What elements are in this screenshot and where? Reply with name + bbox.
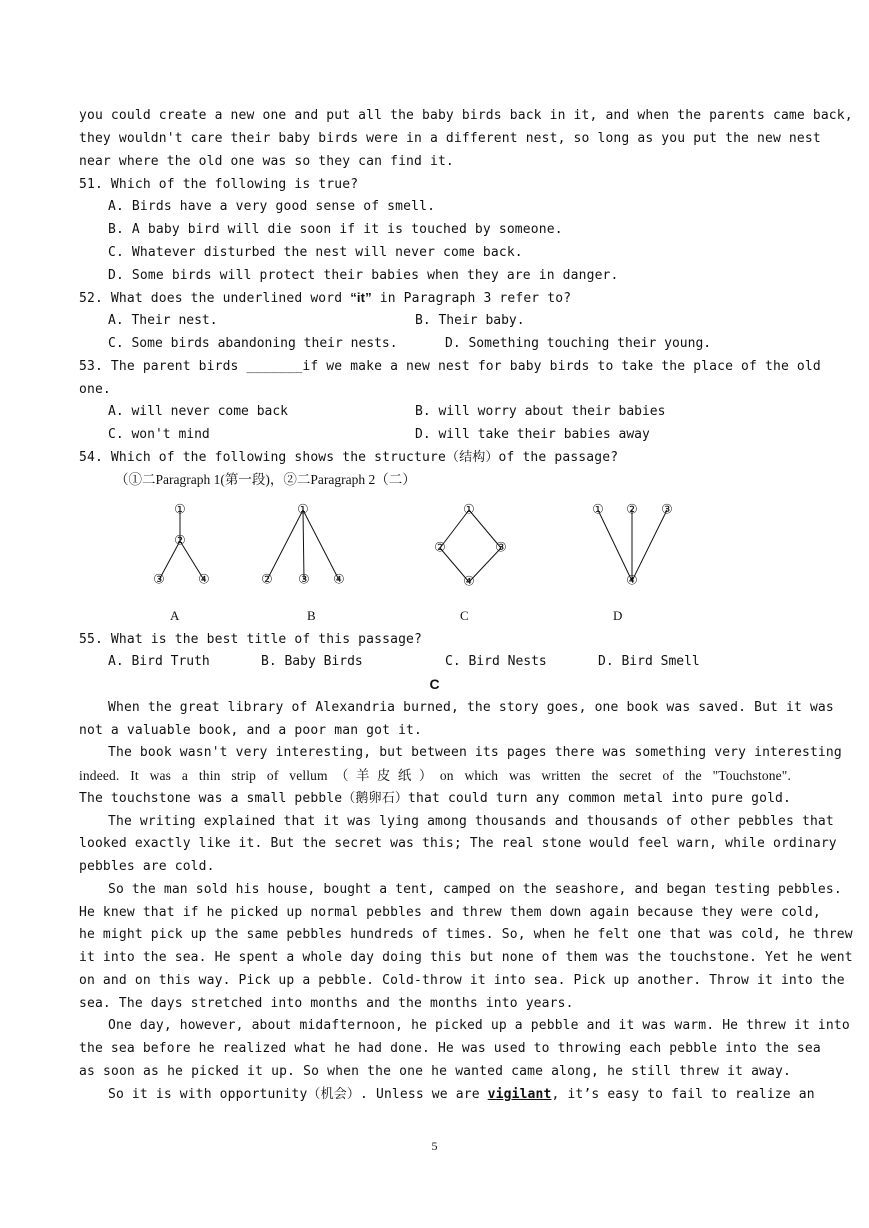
diagram-b-label: B bbox=[307, 608, 316, 623]
q53-option-d: D. will take their babies away bbox=[415, 427, 650, 442]
passage-line: He knew that if he picked up normal pebbles and threw them down again because they were cold, bbox=[79, 905, 821, 920]
q52-stem-word: “it” bbox=[350, 290, 372, 305]
diagram-c-label: C bbox=[460, 608, 469, 623]
diagram-d-node-3: ③ bbox=[661, 502, 673, 518]
q55-option-a: A. Bird Truth bbox=[108, 654, 210, 669]
q53-option-b: B. will worry about their babies bbox=[415, 404, 666, 419]
diagram-a-node-2: ② bbox=[174, 533, 186, 549]
passage-line: When the great library of Alexandria burned, the story goes, one book was saved. But it was bbox=[108, 700, 834, 715]
passage-line: as soon as he picked it up. So when the one he wanted came along, he still threw it away. bbox=[79, 1064, 791, 1079]
q52-option-c: C. Some birds abandoning their nests. bbox=[108, 336, 398, 351]
q54-note: （①二Paragraph 1(第一段)，②二Paragraph 2（二） bbox=[115, 472, 416, 487]
question-55-stem: 55. What is the best title of this passage? bbox=[79, 632, 422, 647]
diagram-b-node-2: ② bbox=[261, 572, 273, 588]
q52-option-d: D. Something touching their young. bbox=[445, 336, 712, 351]
q51-option-c: C. Whatever disturbed the nest will never come back. bbox=[108, 245, 523, 260]
q52-stem-pre: 52. What does the underlined word bbox=[79, 291, 351, 306]
diagram-a-node-3: ③ bbox=[153, 572, 165, 588]
q52-option-b: B. Their baby. bbox=[415, 313, 525, 328]
q53-option-a: A. will never come back bbox=[108, 404, 289, 419]
q53-option-c: C. won't mind bbox=[108, 427, 210, 442]
passage-line: The touchstone was a small pebble（鹅卵石）that could turn any common metal into pure gold. bbox=[79, 791, 791, 806]
q52-option-a: A. Their nest. bbox=[108, 313, 218, 328]
question-52-stem bbox=[79, 288, 791, 309]
diagram-a-node-1: ① bbox=[174, 502, 186, 518]
passage-line: not a valuable book, and a poor man got it. bbox=[79, 723, 422, 738]
q51-option-d: D. Some birds will protect their babies when they are in danger. bbox=[108, 268, 619, 283]
diagram-b-node-1: ① bbox=[297, 502, 309, 518]
diagram-c-node-1: ① bbox=[463, 502, 475, 518]
passage-line: near where the old one was so they can find it. bbox=[79, 154, 454, 169]
diagram-d-node-2: ② bbox=[626, 502, 638, 518]
p6-post: , it’s easy to fail to realize an bbox=[551, 1087, 815, 1102]
diagram-d-label: D bbox=[613, 608, 623, 623]
q55-option-b: B. Baby Birds bbox=[261, 654, 363, 669]
passage-line bbox=[108, 1085, 815, 1105]
q51-option-a: A. Birds have a very good sense of smell. bbox=[108, 199, 436, 214]
diagram-d-node-1: ① bbox=[592, 502, 604, 518]
question-54-stem: 54. Which of the following shows the structure（结构）of the passage? bbox=[79, 450, 619, 465]
passage-line: looked exactly like it. But the secret was this; The real stone would feel warn, while ordinary bbox=[79, 836, 837, 851]
passage-line: indeed. It was a thin strip of vellum（羊皮纸）on which was written the secret of the "Touchstone". bbox=[79, 768, 791, 783]
passage-line: So the man sold his house, bought a tent, camped on the seashore, and began testing pebbles. bbox=[108, 882, 842, 897]
diagram-d-node-4: ④ bbox=[626, 573, 638, 589]
underlined-word-vigilant: vigilant bbox=[487, 1087, 552, 1102]
diagram-c-node-3: ③ bbox=[495, 540, 507, 556]
q52-stem-post: in Paragraph 3 refer to? bbox=[371, 291, 572, 306]
p6-pre: So it is with opportunity（机会）. Unless we are bbox=[108, 1087, 488, 1102]
question-53-stem: 53. The parent birds _______if we make a new nest for baby birds to take the place of the old bbox=[79, 359, 821, 374]
diagram-b-node-3: ③ bbox=[298, 572, 310, 588]
section-heading: C bbox=[429, 676, 440, 692]
structure-diagrams bbox=[0, 492, 869, 612]
question-53-stem-cont: one. bbox=[79, 382, 111, 397]
diagram-c-node-2: ② bbox=[434, 540, 446, 556]
passage-line: it into the sea. He spent a whole day doing this but none of them was the touchstone. Yet he went bbox=[79, 950, 853, 965]
diagram-c-node-4: ④ bbox=[463, 574, 475, 590]
q55-option-c: C. Bird Nests bbox=[445, 654, 547, 669]
passage-line: you could create a new one and put all the baby birds back in it, and when the parents came back, bbox=[79, 108, 853, 123]
question-51-stem: 51. Which of the following is true? bbox=[79, 177, 359, 192]
diagram-a-label: A bbox=[170, 608, 180, 623]
passage-line: The writing explained that it was lying among thousands and thousands of other pebbles that bbox=[108, 814, 834, 829]
passage-line: sea. The days stretched into months and the months into years. bbox=[79, 996, 574, 1011]
passage-line: pebbles are cold. bbox=[79, 859, 215, 874]
passage-line: The book wasn't very interesting, but between its pages there was something very interesting bbox=[108, 745, 842, 760]
diagram-a-node-4: ④ bbox=[198, 572, 210, 588]
q55-option-d: D. Bird Smell bbox=[598, 654, 700, 669]
diagram-b-node-4: ④ bbox=[333, 572, 345, 588]
page-number: 5 bbox=[431, 1139, 438, 1153]
passage-line: he might pick up the same pebbles hundreds of times. So, when he felt one that was cold, he threw bbox=[79, 927, 853, 942]
q51-option-b: B. A baby bird will die soon if it is touched by someone. bbox=[108, 222, 563, 237]
passage-line: the sea before he realized what he had done. He was used to throwing each pebble into the sea bbox=[79, 1041, 821, 1056]
passage-line: on and on this way. Pick up a pebble. Cold-throw it into sea. Pick up another. Throw it into the bbox=[79, 973, 845, 988]
passage-line: One day, however, about midafternoon, he picked up a pebble and it was warm. He threw it into bbox=[108, 1018, 850, 1033]
passage-line: they wouldn't care their baby birds were in a different nest, so long as you put the new nest bbox=[79, 131, 821, 146]
